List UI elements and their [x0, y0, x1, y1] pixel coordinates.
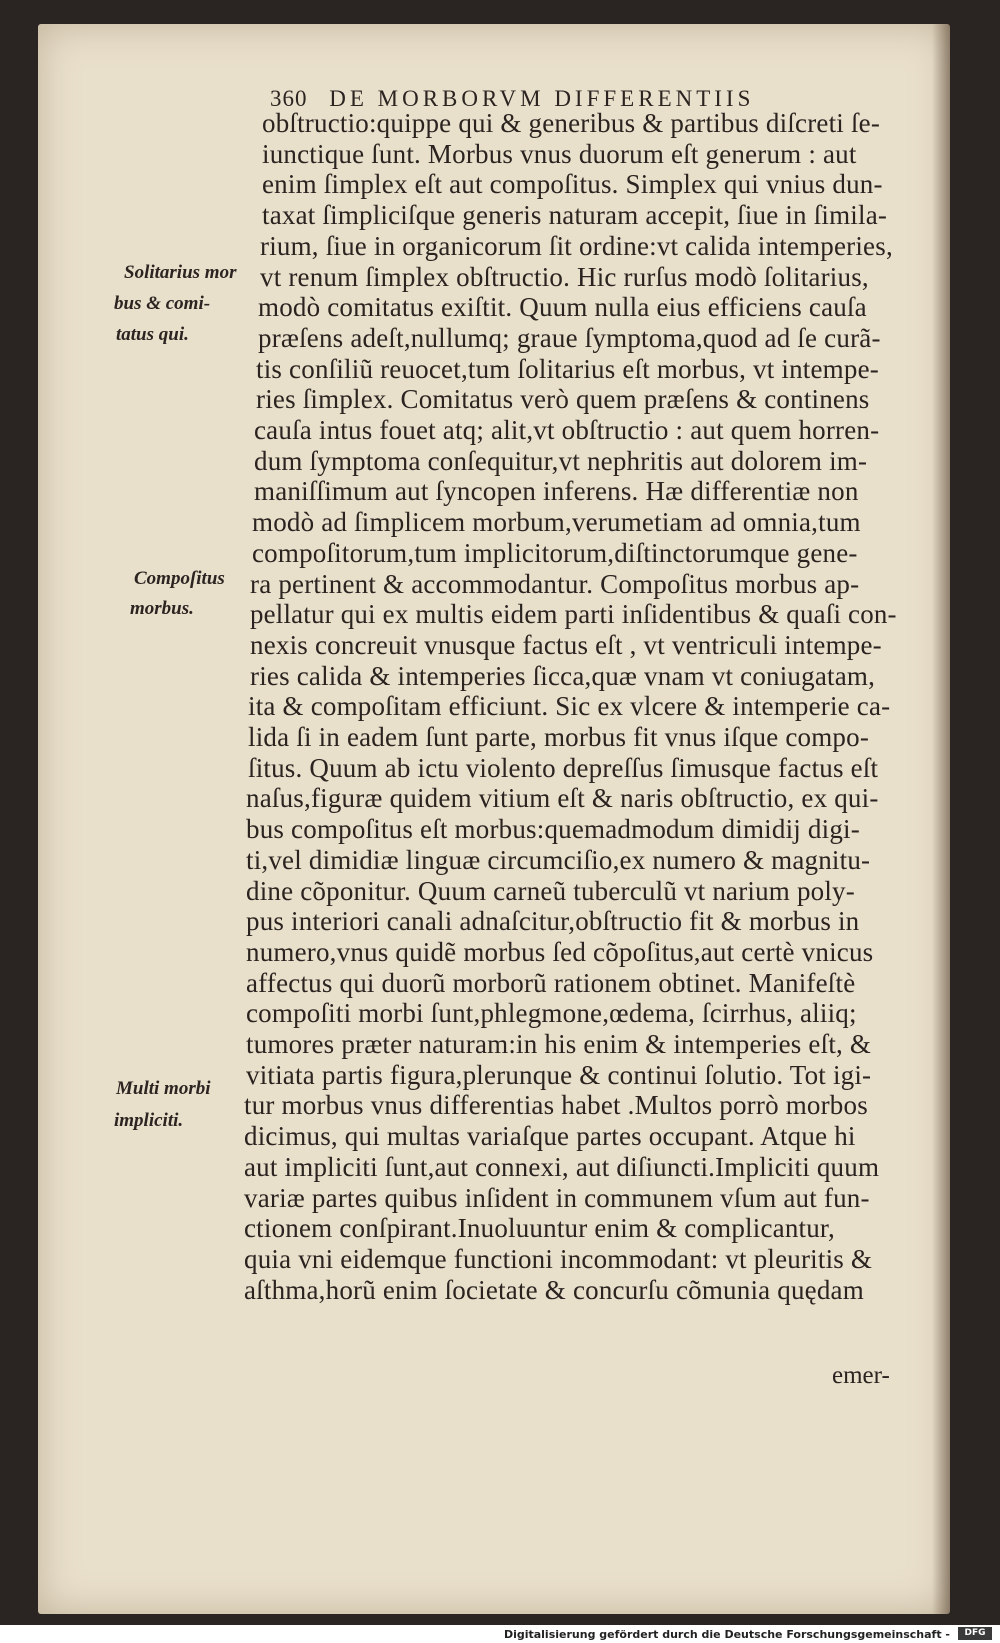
text-line: dine cõponitur. Quum carneũ tuberculũ vt narium poly-: [246, 875, 855, 906]
text-line: enim ſimplex eſt aut compoſitus. Simplex qui vnius dun-: [262, 169, 883, 200]
text-line: tumores præter naturam:in his enim & intemperies eſt, &: [246, 1029, 872, 1059]
text-line: pus interiori canali adnaſcitur,obſtructio fit & morbus in: [246, 906, 860, 937]
text-line: modò comitatus exiſtit. Quum nulla eius efficiens cauſa: [258, 292, 867, 323]
text-line: pellatur qui ex multis eidem parti inſidentibus & quaſi con-: [250, 599, 897, 630]
text-line: aſthma,horũ enim ſocietate & concurſu cõmunia quędam: [244, 1274, 864, 1305]
page-number: 360: [270, 86, 308, 111]
text-line: obſtructio:quippe qui & generibus & partibus diſcreti ſe-: [262, 108, 881, 138]
text-line: tis conſiliũ reuocet,tum ſolitarius eſt morbus, vt intempe-: [256, 353, 879, 384]
text-line: compoſiti morbi ſunt,phlegmone,œdema, ſcirrhus, aliiq;: [246, 998, 857, 1029]
text-line: bus compoſitus eſt morbus:quemadmodum dimidij digi-: [246, 814, 860, 845]
text-line: naſus,figuræ quidem vitium eſt & naris obſtructio, ex qui-: [246, 783, 879, 814]
dfg-logo: DFG: [958, 1627, 992, 1640]
text-line: ries ſimplex. Comitatus verò quem præſens & continens: [256, 384, 870, 415]
footer-credit: Digitalisierung gefördert durch die Deutsche Forschungsgemeinschaft -: [503, 1628, 950, 1641]
text-line: dicimus, qui multas variaſque partes occupant. Atque hi: [244, 1121, 856, 1152]
marginal-note: impliciti.: [114, 1110, 184, 1131]
text-line: ries calida & intemperies ſicca,quæ vnam vt coniugatam,: [250, 660, 876, 691]
text-line: ti,vel dimidiæ linguæ circumciſio,ex numero & magnitu-: [246, 844, 871, 875]
marginal-note: Multi morbi: [116, 1078, 211, 1099]
text-line: ſitus. Quum ab ictu violento depreſſus ſimusque factus eſt: [248, 752, 879, 783]
text-line: maniſſimum aut ſyncopen inferens. Hæ differentiæ non: [254, 476, 859, 507]
text-line: compoſitorum,tum implicitorum,diſtinctorumque gene-: [252, 537, 858, 568]
text-line: affectus qui duorũ morborũ rationem obtinet. Manifeſtè: [246, 967, 856, 998]
text-line: ita & compoſitam efficiunt. Sic ex vlcere & intemperie ca-: [248, 691, 891, 722]
text-line: aut impliciti ſunt,aut connexi, aut diſiuncti.Impliciti quum: [244, 1151, 880, 1182]
text-line: nexis concreuit vnusque factus eſt , vt ventriculi intempe-: [250, 629, 882, 660]
page-gutter-shadow: [932, 24, 950, 1614]
marginal-note: Solitarius mor: [124, 262, 237, 283]
marginal-note: morbus.: [130, 598, 194, 619]
text-line: taxat ſimpliciſque generis naturam accepit, ſiue in ſimila-: [262, 200, 888, 231]
text-line: iunctique ſunt. Morbus vnus duorum eſt generum : aut: [262, 138, 857, 169]
running-head-title: DE MORBORVM DIFFERENTIIS: [329, 86, 755, 111]
text-line: quia vni eidemque functioni incommodant: vt pleuritis &: [244, 1243, 873, 1274]
text-line: vt renum ſimplex obſtructio. Hic rurſus modò ſolitarius,: [260, 261, 869, 292]
text-line: ra pertinent & accommodantur. Compoſitus morbus ap-: [250, 568, 860, 599]
text-line: modò ad ſimplicem morbum,verumetiam ad omnia,tum: [252, 507, 861, 538]
text-line: variæ partes quibus inſident in communem vſum aut fun-: [244, 1182, 870, 1213]
marginal-note: bus & comi-: [114, 293, 211, 314]
text-line: ctionem conſpirant.Inuoluuntur enim & complicantur,: [244, 1213, 835, 1244]
marginal-note: tatus qui.: [116, 324, 189, 345]
text-line: cauſa intus fouet atq; alit,vt obſtructio : aut quem horren-: [254, 415, 880, 445]
text-line: tur morbus vnus differentias habet .Multos porrò morbos: [244, 1090, 868, 1121]
text-line: præſens adeſt,nullumq; graue ſymptoma,quod ad ſe curã-: [258, 322, 881, 353]
catchword: emer-: [832, 1362, 890, 1389]
text-line: dum ſymptoma conſequitur,vt nephritis aut dolorem im-: [254, 445, 868, 476]
text-line: vitiata partis figura,plerunque & continui ſolutio. Tot igi-: [246, 1059, 872, 1090]
text-line: rium, ſiue in organicorum ſit ordine:vt calida intemperies,: [260, 230, 893, 261]
text-line: lida ſi in eadem ſunt parte, morbus fit vnus iſque compo-: [248, 722, 870, 752]
text-line: numero,vnus quidẽ morbus ſed cõpoſitus,aut certè vnicus: [246, 936, 874, 967]
marginal-note: Compoſitus: [134, 568, 225, 589]
